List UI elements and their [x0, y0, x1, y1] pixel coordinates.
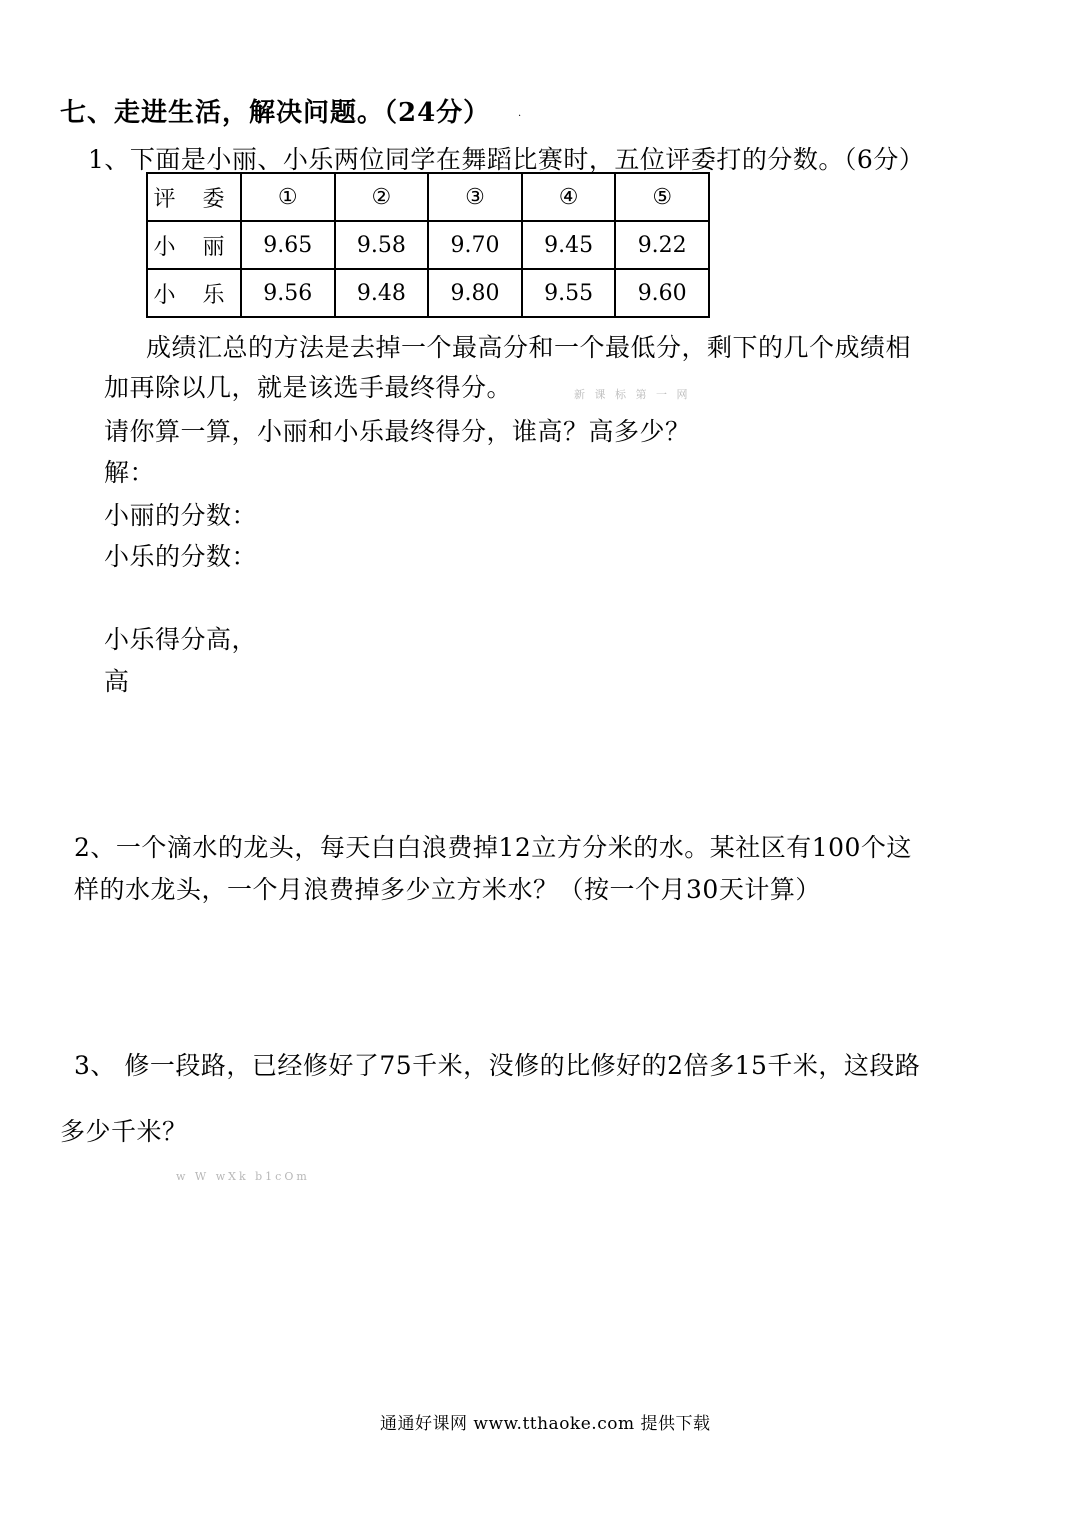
q1-xiaole-label: 小乐的分数： [104, 542, 258, 571]
q1-conclusion: 小乐得分高， [104, 625, 258, 654]
watermark-text-2: w W wXk b1cOm [176, 1170, 310, 1183]
q1-xiaoli-label: 小丽的分数： [104, 501, 258, 530]
table-row [147, 173, 709, 221]
section-title-dot: . [518, 108, 522, 119]
table-cell: ⑤ [615, 173, 709, 221]
table-cell: 9.70 [428, 221, 522, 269]
q2-line2: 样的水龙头，一个月浪费掉多少立方米水？（按一个月30天计算） [74, 875, 821, 904]
q1-intro: 1、下面是小丽、小乐两位同学在舞蹈比赛时，五位评委打的分数。（6分） [88, 145, 925, 174]
table-cell: 9.58 [335, 221, 429, 269]
q1-method-line2: 加再除以几，就是该选手最终得分。 [104, 373, 513, 402]
table-cell: ② [335, 173, 429, 221]
table-row [147, 269, 709, 317]
q3-line1: 3、 修一段路，已经修好了75千米，没修的比修好的2倍多15千米，这段路 [74, 1051, 921, 1080]
table-cell: 9.22 [615, 221, 709, 269]
score-table [146, 172, 710, 318]
table-cell: ① [241, 173, 335, 221]
q3-line2: 多少千米？ [60, 1117, 188, 1146]
table-cell: 小 丽 [147, 221, 241, 269]
q1-method-line1: 成绩汇总的方法是去掉一个最高分和一个最低分，剩下的几个成绩相 [146, 333, 912, 362]
table-cell: 9.60 [615, 269, 709, 317]
table-cell: ④ [522, 173, 616, 221]
q2-line1: 2、一个滴水的龙头，每天白白浪费掉12立方分米的水。某社区有100个这 [74, 833, 912, 862]
q1-solution-label: 解： [104, 458, 156, 487]
footer-credit: 通通好课网 www.tthaoke.com 提供下载 [380, 1414, 711, 1434]
table-cell: 9.65 [241, 221, 335, 269]
section-title: 七、走进生活，解决问题。（24分） [60, 98, 491, 128]
table-cell: 评 委 [147, 173, 241, 221]
table-cell: ③ [428, 173, 522, 221]
table-cell: 9.48 [335, 269, 429, 317]
q1-higher-label: 高 [104, 667, 130, 696]
watermark-text: 新 课 标 第 一 网 [574, 388, 691, 401]
table-cell: 9.45 [522, 221, 616, 269]
table-cell: 小 乐 [147, 269, 241, 317]
table-cell: 9.55 [522, 269, 616, 317]
q1-question: 请你算一算，小丽和小乐最终得分，谁高？高多少？ [104, 417, 691, 446]
table-cell: 9.80 [428, 269, 522, 317]
table-row [147, 221, 709, 269]
table-cell: 9.56 [241, 269, 335, 317]
